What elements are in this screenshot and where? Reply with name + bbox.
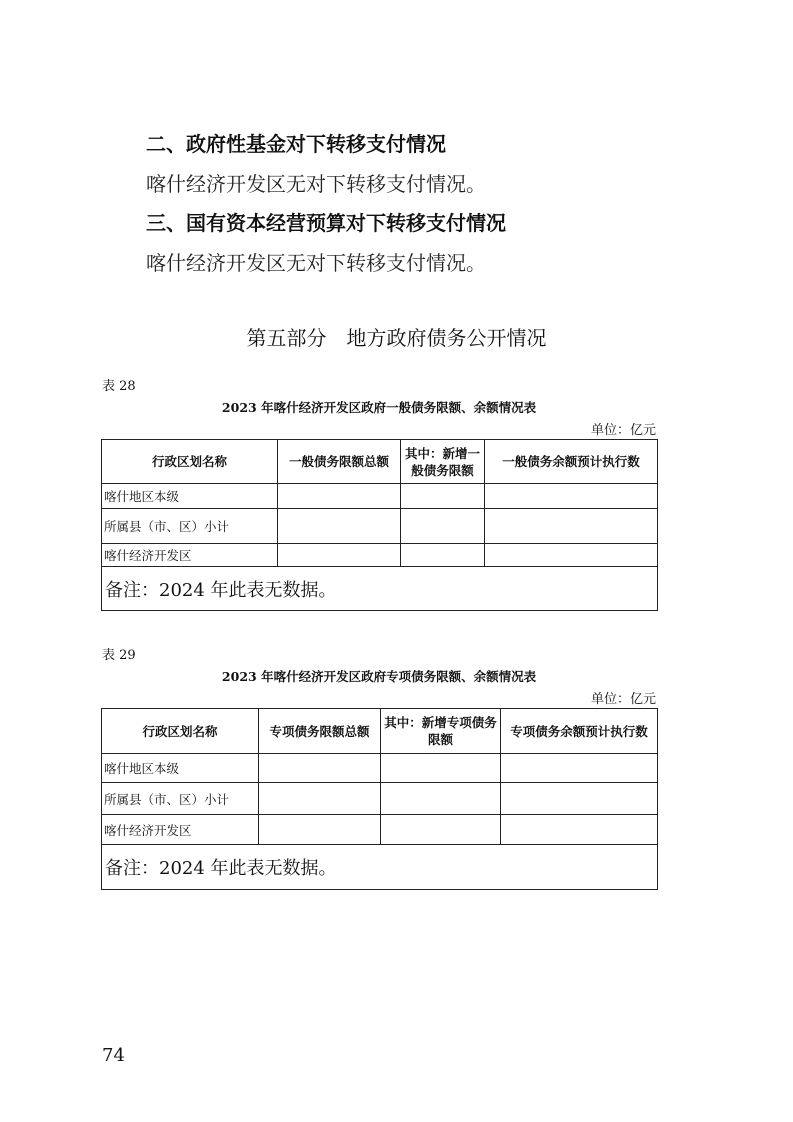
table-title: 2023 年喀什经济开发区政府专项债务限额、余额情况表 [221, 669, 537, 684]
table-unit: 单位：亿元 [590, 423, 656, 438]
section-heading-1: 二、政府性基金对下转移支付情况 [146, 132, 446, 156]
col-header-balance: 专项债务余额预计执行数 [501, 709, 658, 754]
row-label: 喀什经济开发区 [102, 544, 278, 567]
debt-table-general [101, 439, 658, 611]
row-label: 喀什地区本级 [102, 484, 278, 509]
table-number: 表 28 [102, 379, 136, 394]
col-header-limit-total: 一般债务限额总额 [278, 440, 401, 484]
table-row [102, 783, 658, 815]
col-header-balance: 一般债务余额预计执行数 [485, 440, 658, 484]
row-label: 喀什地区本级 [102, 754, 259, 783]
section-text-2: 喀什经济开发区无对下转移支付情况。 [146, 251, 486, 275]
table-title: 2023 年喀什经济开发区政府一般债务限额、余额情况表 [221, 400, 537, 415]
table-row [102, 544, 658, 567]
table-note: 备注：2024 年此表无数据。 [102, 567, 658, 611]
section-heading-2: 三、国有资本经营预算对下转移支付情况 [146, 211, 506, 235]
table-unit: 单位：亿元 [590, 692, 656, 707]
col-header-limit-total: 专项债务限额总额 [259, 709, 381, 754]
debt-table-special [101, 708, 658, 890]
section-text-1: 喀什经济开发区无对下转移支付情况。 [146, 172, 486, 196]
table-row [102, 509, 658, 544]
table-note: 备注：2024 年此表无数据。 [102, 845, 658, 890]
row-label: 所属县（市、区）小计 [102, 783, 259, 815]
col-header-region: 行政区划名称 [102, 709, 259, 754]
row-label: 喀什经济开发区 [102, 815, 259, 845]
row-label: 所属县（市、区）小计 [102, 509, 278, 544]
part-title: 第五部分 地方政府债务公开情况 [246, 326, 547, 350]
page-number: 74 [102, 1045, 125, 1066]
col-header-region: 行政区划名称 [102, 440, 278, 484]
table-row [102, 484, 658, 509]
table-number: 表 29 [102, 648, 136, 663]
col-header-new-limit: 其中：新增专项债务限额 [381, 709, 501, 754]
table-row [102, 815, 658, 845]
col-header-new-limit: 其中：新增一般债务限额 [401, 440, 485, 484]
table-row [102, 754, 658, 783]
